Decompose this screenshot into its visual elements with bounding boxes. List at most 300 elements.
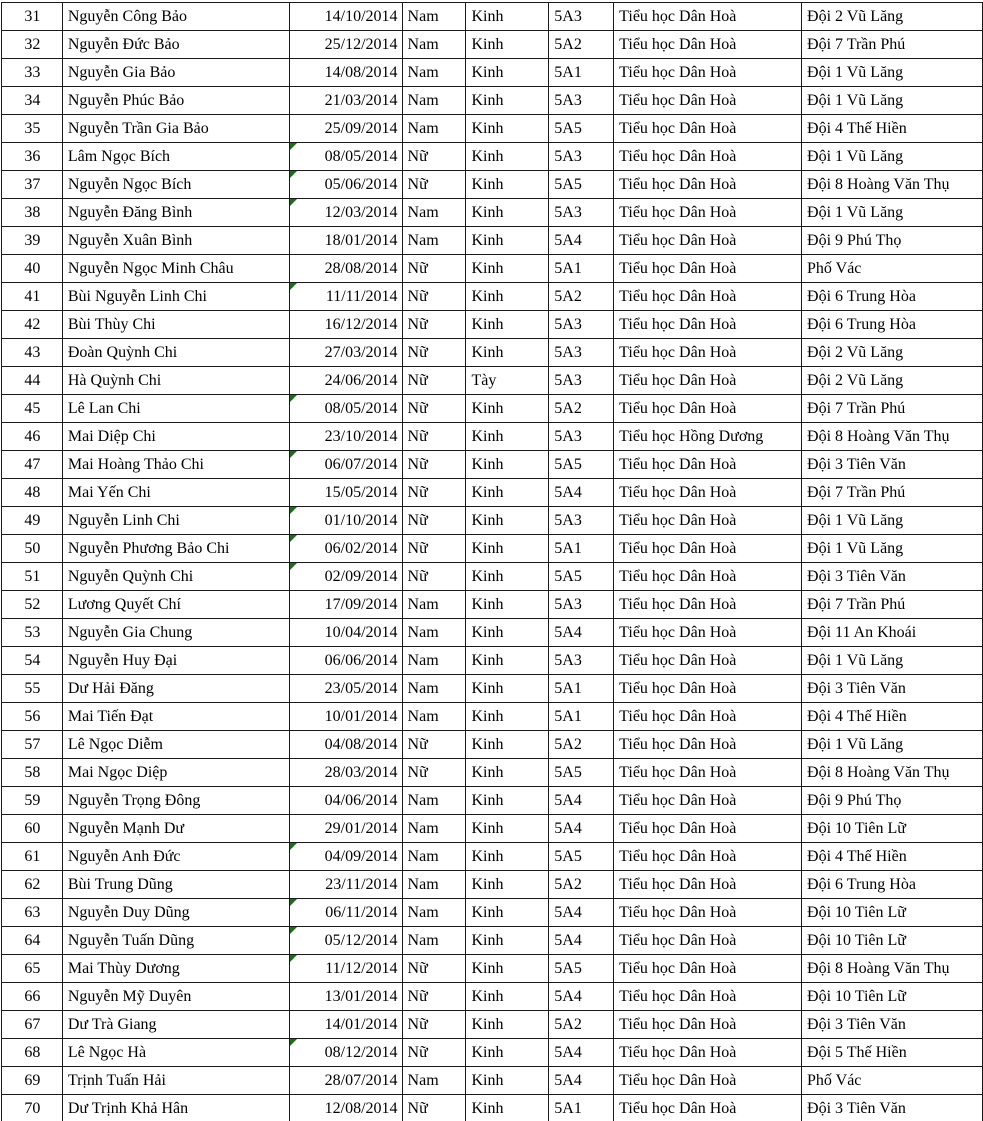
school-cell[interactable]: [614, 647, 802, 675]
ethnicity-cell[interactable]: [466, 1095, 549, 1121]
school-cell[interactable]: [614, 1095, 802, 1121]
ethnicity-cell[interactable]: [466, 1011, 549, 1039]
class-cell[interactable]: [549, 171, 614, 199]
row-number-cell[interactable]: [2, 227, 63, 255]
gender-cell[interactable]: [402, 59, 466, 87]
name-cell[interactable]: [62, 367, 289, 395]
address-cell[interactable]: [802, 1067, 983, 1095]
gender-cell[interactable]: [402, 143, 466, 171]
ethnicity-cell[interactable]: [466, 395, 549, 423]
name-cell[interactable]: [62, 1011, 289, 1039]
name-cell[interactable]: [62, 115, 289, 143]
school-cell[interactable]: [614, 955, 802, 983]
gender-cell[interactable]: [402, 759, 466, 787]
dob-cell[interactable]: [289, 955, 402, 983]
school-cell[interactable]: [614, 311, 802, 339]
row-number-cell[interactable]: [2, 31, 63, 59]
dob-cell[interactable]: [289, 619, 402, 647]
dob-cell[interactable]: [289, 3, 402, 31]
dob-cell[interactable]: [289, 759, 402, 787]
school-cell[interactable]: [614, 395, 802, 423]
name-cell[interactable]: [62, 787, 289, 815]
ethnicity-cell[interactable]: [466, 759, 549, 787]
address-cell[interactable]: [802, 227, 983, 255]
dob-cell[interactable]: [289, 983, 402, 1011]
class-cell[interactable]: [549, 591, 614, 619]
dob-cell[interactable]: [289, 227, 402, 255]
dob-cell[interactable]: [289, 87, 402, 115]
dob-cell[interactable]: [289, 115, 402, 143]
gender-cell[interactable]: [402, 1095, 466, 1121]
row-number-cell[interactable]: [2, 899, 63, 927]
class-cell[interactable]: [549, 647, 614, 675]
dob-cell[interactable]: [289, 1011, 402, 1039]
class-cell[interactable]: [549, 423, 614, 451]
dob-cell[interactable]: [289, 647, 402, 675]
row-number-cell[interactable]: [2, 1011, 63, 1039]
school-cell[interactable]: [614, 563, 802, 591]
name-cell[interactable]: [62, 591, 289, 619]
name-cell[interactable]: [62, 227, 289, 255]
school-cell[interactable]: [614, 703, 802, 731]
address-cell[interactable]: [802, 703, 983, 731]
school-cell[interactable]: [614, 283, 802, 311]
address-cell[interactable]: [802, 311, 983, 339]
ethnicity-cell[interactable]: [466, 199, 549, 227]
class-cell[interactable]: [549, 311, 614, 339]
dob-cell[interactable]: [289, 143, 402, 171]
row-number-cell[interactable]: [2, 703, 63, 731]
address-cell[interactable]: [802, 479, 983, 507]
address-cell[interactable]: [802, 31, 983, 59]
class-cell[interactable]: [549, 255, 614, 283]
name-cell[interactable]: [62, 815, 289, 843]
row-number-cell[interactable]: [2, 171, 63, 199]
gender-cell[interactable]: [402, 535, 466, 563]
school-cell[interactable]: [614, 731, 802, 759]
row-number-cell[interactable]: [2, 535, 63, 563]
name-cell[interactable]: [62, 423, 289, 451]
gender-cell[interactable]: [402, 619, 466, 647]
ethnicity-cell[interactable]: [466, 675, 549, 703]
ethnicity-cell[interactable]: [466, 171, 549, 199]
gender-cell[interactable]: [402, 1039, 466, 1067]
ethnicity-cell[interactable]: [466, 423, 549, 451]
ethnicity-cell[interactable]: [466, 367, 549, 395]
gender-cell[interactable]: [402, 171, 466, 199]
dob-cell[interactable]: [289, 843, 402, 871]
address-cell[interactable]: [802, 87, 983, 115]
row-number-cell[interactable]: [2, 563, 63, 591]
dob-cell[interactable]: [289, 787, 402, 815]
gender-cell[interactable]: [402, 3, 466, 31]
class-cell[interactable]: [549, 535, 614, 563]
name-cell[interactable]: [62, 871, 289, 899]
ethnicity-cell[interactable]: [466, 899, 549, 927]
class-cell[interactable]: [549, 283, 614, 311]
ethnicity-cell[interactable]: [466, 1039, 549, 1067]
ethnicity-cell[interactable]: [466, 115, 549, 143]
class-cell[interactable]: [549, 367, 614, 395]
gender-cell[interactable]: [402, 899, 466, 927]
name-cell[interactable]: [62, 311, 289, 339]
address-cell[interactable]: [802, 1011, 983, 1039]
class-cell[interactable]: [549, 507, 614, 535]
class-cell[interactable]: [549, 143, 614, 171]
name-cell[interactable]: [62, 703, 289, 731]
row-number-cell[interactable]: [2, 143, 63, 171]
row-number-cell[interactable]: [2, 59, 63, 87]
name-cell[interactable]: [62, 619, 289, 647]
ethnicity-cell[interactable]: [466, 535, 549, 563]
ethnicity-cell[interactable]: [466, 927, 549, 955]
gender-cell[interactable]: [402, 563, 466, 591]
ethnicity-cell[interactable]: [466, 563, 549, 591]
school-cell[interactable]: [614, 1039, 802, 1067]
row-number-cell[interactable]: [2, 675, 63, 703]
class-cell[interactable]: [549, 927, 614, 955]
gender-cell[interactable]: [402, 199, 466, 227]
ethnicity-cell[interactable]: [466, 3, 549, 31]
gender-cell[interactable]: [402, 731, 466, 759]
gender-cell[interactable]: [402, 675, 466, 703]
address-cell[interactable]: [802, 423, 983, 451]
name-cell[interactable]: [62, 171, 289, 199]
row-number-cell[interactable]: [2, 1067, 63, 1095]
name-cell[interactable]: [62, 927, 289, 955]
address-cell[interactable]: [802, 983, 983, 1011]
gender-cell[interactable]: [402, 311, 466, 339]
gender-cell[interactable]: [402, 871, 466, 899]
gender-cell[interactable]: [402, 87, 466, 115]
gender-cell[interactable]: [402, 955, 466, 983]
row-number-cell[interactable]: [2, 619, 63, 647]
class-cell[interactable]: [549, 451, 614, 479]
class-cell[interactable]: [549, 815, 614, 843]
row-number-cell[interactable]: [2, 955, 63, 983]
name-cell[interactable]: [62, 731, 289, 759]
address-cell[interactable]: [802, 731, 983, 759]
class-cell[interactable]: [549, 1011, 614, 1039]
dob-cell[interactable]: [289, 703, 402, 731]
ethnicity-cell[interactable]: [466, 143, 549, 171]
gender-cell[interactable]: [402, 451, 466, 479]
ethnicity-cell[interactable]: [466, 703, 549, 731]
address-cell[interactable]: [802, 115, 983, 143]
school-cell[interactable]: [614, 31, 802, 59]
ethnicity-cell[interactable]: [466, 591, 549, 619]
school-cell[interactable]: [614, 983, 802, 1011]
row-number-cell[interactable]: [2, 927, 63, 955]
gender-cell[interactable]: [402, 591, 466, 619]
gender-cell[interactable]: [402, 227, 466, 255]
address-cell[interactable]: [802, 339, 983, 367]
school-cell[interactable]: [614, 87, 802, 115]
ethnicity-cell[interactable]: [466, 731, 549, 759]
school-cell[interactable]: [614, 899, 802, 927]
address-cell[interactable]: [802, 59, 983, 87]
gender-cell[interactable]: [402, 647, 466, 675]
row-number-cell[interactable]: [2, 983, 63, 1011]
class-cell[interactable]: [549, 1039, 614, 1067]
class-cell[interactable]: [549, 31, 614, 59]
gender-cell[interactable]: [402, 255, 466, 283]
address-cell[interactable]: [802, 171, 983, 199]
address-cell[interactable]: [802, 1039, 983, 1067]
class-cell[interactable]: [549, 1067, 614, 1095]
ethnicity-cell[interactable]: [466, 227, 549, 255]
class-cell[interactable]: [549, 871, 614, 899]
dob-cell[interactable]: [289, 367, 402, 395]
address-cell[interactable]: [802, 759, 983, 787]
school-cell[interactable]: [614, 591, 802, 619]
gender-cell[interactable]: [402, 395, 466, 423]
ethnicity-cell[interactable]: [466, 647, 549, 675]
row-number-cell[interactable]: [2, 731, 63, 759]
ethnicity-cell[interactable]: [466, 843, 549, 871]
row-number-cell[interactable]: [2, 451, 63, 479]
name-cell[interactable]: [62, 647, 289, 675]
address-cell[interactable]: [802, 955, 983, 983]
dob-cell[interactable]: [289, 1039, 402, 1067]
ethnicity-cell[interactable]: [466, 815, 549, 843]
dob-cell[interactable]: [289, 1067, 402, 1095]
row-number-cell[interactable]: [2, 87, 63, 115]
address-cell[interactable]: [802, 563, 983, 591]
row-number-cell[interactable]: [2, 1039, 63, 1067]
name-cell[interactable]: [62, 843, 289, 871]
address-cell[interactable]: [802, 395, 983, 423]
name-cell[interactable]: [62, 3, 289, 31]
class-cell[interactable]: [549, 395, 614, 423]
school-cell[interactable]: [614, 787, 802, 815]
class-cell[interactable]: [549, 675, 614, 703]
name-cell[interactable]: [62, 507, 289, 535]
address-cell[interactable]: [802, 451, 983, 479]
dob-cell[interactable]: [289, 339, 402, 367]
school-cell[interactable]: [614, 451, 802, 479]
address-cell[interactable]: [802, 787, 983, 815]
ethnicity-cell[interactable]: [466, 955, 549, 983]
row-number-cell[interactable]: [2, 591, 63, 619]
school-cell[interactable]: [614, 367, 802, 395]
name-cell[interactable]: [62, 143, 289, 171]
name-cell[interactable]: [62, 31, 289, 59]
address-cell[interactable]: [802, 647, 983, 675]
address-cell[interactable]: [802, 591, 983, 619]
class-cell[interactable]: [549, 563, 614, 591]
row-number-cell[interactable]: [2, 507, 63, 535]
address-cell[interactable]: [802, 1095, 983, 1121]
ethnicity-cell[interactable]: [466, 507, 549, 535]
address-cell[interactable]: [802, 143, 983, 171]
row-number-cell[interactable]: [2, 283, 63, 311]
school-cell[interactable]: [614, 143, 802, 171]
name-cell[interactable]: [62, 983, 289, 1011]
name-cell[interactable]: [62, 1067, 289, 1095]
address-cell[interactable]: [802, 927, 983, 955]
row-number-cell[interactable]: [2, 255, 63, 283]
school-cell[interactable]: [614, 171, 802, 199]
ethnicity-cell[interactable]: [466, 787, 549, 815]
name-cell[interactable]: [62, 395, 289, 423]
gender-cell[interactable]: [402, 1067, 466, 1095]
row-number-cell[interactable]: [2, 843, 63, 871]
dob-cell[interactable]: [289, 31, 402, 59]
class-cell[interactable]: [549, 983, 614, 1011]
name-cell[interactable]: [62, 899, 289, 927]
class-cell[interactable]: [549, 787, 614, 815]
row-number-cell[interactable]: [2, 115, 63, 143]
gender-cell[interactable]: [402, 927, 466, 955]
dob-cell[interactable]: [289, 731, 402, 759]
ethnicity-cell[interactable]: [466, 619, 549, 647]
school-cell[interactable]: [614, 535, 802, 563]
row-number-cell[interactable]: [2, 1095, 63, 1121]
class-cell[interactable]: [549, 703, 614, 731]
dob-cell[interactable]: [289, 927, 402, 955]
row-number-cell[interactable]: [2, 339, 63, 367]
address-cell[interactable]: [802, 3, 983, 31]
class-cell[interactable]: [549, 1095, 614, 1121]
gender-cell[interactable]: [402, 507, 466, 535]
dob-cell[interactable]: [289, 507, 402, 535]
address-cell[interactable]: [802, 675, 983, 703]
row-number-cell[interactable]: [2, 479, 63, 507]
class-cell[interactable]: [549, 3, 614, 31]
row-number-cell[interactable]: [2, 871, 63, 899]
ethnicity-cell[interactable]: [466, 31, 549, 59]
row-number-cell[interactable]: [2, 759, 63, 787]
dob-cell[interactable]: [289, 1095, 402, 1121]
gender-cell[interactable]: [402, 115, 466, 143]
gender-cell[interactable]: [402, 983, 466, 1011]
row-number-cell[interactable]: [2, 367, 63, 395]
gender-cell[interactable]: [402, 787, 466, 815]
dob-cell[interactable]: [289, 675, 402, 703]
class-cell[interactable]: [549, 619, 614, 647]
name-cell[interactable]: [62, 955, 289, 983]
gender-cell[interactable]: [402, 423, 466, 451]
school-cell[interactable]: [614, 339, 802, 367]
address-cell[interactable]: [802, 619, 983, 647]
name-cell[interactable]: [62, 59, 289, 87]
gender-cell[interactable]: [402, 339, 466, 367]
name-cell[interactable]: [62, 283, 289, 311]
school-cell[interactable]: [614, 843, 802, 871]
ethnicity-cell[interactable]: [466, 311, 549, 339]
ethnicity-cell[interactable]: [466, 283, 549, 311]
address-cell[interactable]: [802, 899, 983, 927]
ethnicity-cell[interactable]: [466, 255, 549, 283]
gender-cell[interactable]: [402, 479, 466, 507]
dob-cell[interactable]: [289, 815, 402, 843]
class-cell[interactable]: [549, 115, 614, 143]
dob-cell[interactable]: [289, 479, 402, 507]
address-cell[interactable]: [802, 535, 983, 563]
ethnicity-cell[interactable]: [466, 983, 549, 1011]
name-cell[interactable]: [62, 255, 289, 283]
dob-cell[interactable]: [289, 451, 402, 479]
gender-cell[interactable]: [402, 1011, 466, 1039]
school-cell[interactable]: [614, 759, 802, 787]
school-cell[interactable]: [614, 255, 802, 283]
name-cell[interactable]: [62, 451, 289, 479]
dob-cell[interactable]: [289, 59, 402, 87]
row-number-cell[interactable]: [2, 199, 63, 227]
row-number-cell[interactable]: [2, 787, 63, 815]
name-cell[interactable]: [62, 563, 289, 591]
school-cell[interactable]: [614, 115, 802, 143]
gender-cell[interactable]: [402, 843, 466, 871]
gender-cell[interactable]: [402, 283, 466, 311]
row-number-cell[interactable]: [2, 3, 63, 31]
dob-cell[interactable]: [289, 395, 402, 423]
ethnicity-cell[interactable]: [466, 59, 549, 87]
class-cell[interactable]: [549, 731, 614, 759]
row-number-cell[interactable]: [2, 395, 63, 423]
class-cell[interactable]: [549, 59, 614, 87]
ethnicity-cell[interactable]: [466, 871, 549, 899]
name-cell[interactable]: [62, 479, 289, 507]
dob-cell[interactable]: [289, 311, 402, 339]
address-cell[interactable]: [802, 283, 983, 311]
name-cell[interactable]: [62, 1095, 289, 1121]
gender-cell[interactable]: [402, 703, 466, 731]
dob-cell[interactable]: [289, 283, 402, 311]
school-cell[interactable]: [614, 619, 802, 647]
address-cell[interactable]: [802, 255, 983, 283]
address-cell[interactable]: [802, 507, 983, 535]
class-cell[interactable]: [549, 87, 614, 115]
dob-cell[interactable]: [289, 899, 402, 927]
address-cell[interactable]: [802, 367, 983, 395]
school-cell[interactable]: [614, 507, 802, 535]
school-cell[interactable]: [614, 423, 802, 451]
name-cell[interactable]: [62, 1039, 289, 1067]
name-cell[interactable]: [62, 675, 289, 703]
dob-cell[interactable]: [289, 423, 402, 451]
name-cell[interactable]: [62, 759, 289, 787]
class-cell[interactable]: [549, 339, 614, 367]
dob-cell[interactable]: [289, 199, 402, 227]
ethnicity-cell[interactable]: [466, 479, 549, 507]
class-cell[interactable]: [549, 843, 614, 871]
school-cell[interactable]: [614, 815, 802, 843]
gender-cell[interactable]: [402, 815, 466, 843]
ethnicity-cell[interactable]: [466, 451, 549, 479]
class-cell[interactable]: [549, 479, 614, 507]
dob-cell[interactable]: [289, 535, 402, 563]
dob-cell[interactable]: [289, 871, 402, 899]
address-cell[interactable]: [802, 843, 983, 871]
school-cell[interactable]: [614, 927, 802, 955]
school-cell[interactable]: [614, 3, 802, 31]
name-cell[interactable]: [62, 535, 289, 563]
row-number-cell[interactable]: [2, 423, 63, 451]
school-cell[interactable]: [614, 1067, 802, 1095]
school-cell[interactable]: [614, 199, 802, 227]
class-cell[interactable]: [549, 227, 614, 255]
address-cell[interactable]: [802, 199, 983, 227]
class-cell[interactable]: [549, 759, 614, 787]
school-cell[interactable]: [614, 675, 802, 703]
school-cell[interactable]: [614, 59, 802, 87]
ethnicity-cell[interactable]: [466, 87, 549, 115]
address-cell[interactable]: [802, 871, 983, 899]
ethnicity-cell[interactable]: [466, 1067, 549, 1095]
row-number-cell[interactable]: [2, 815, 63, 843]
